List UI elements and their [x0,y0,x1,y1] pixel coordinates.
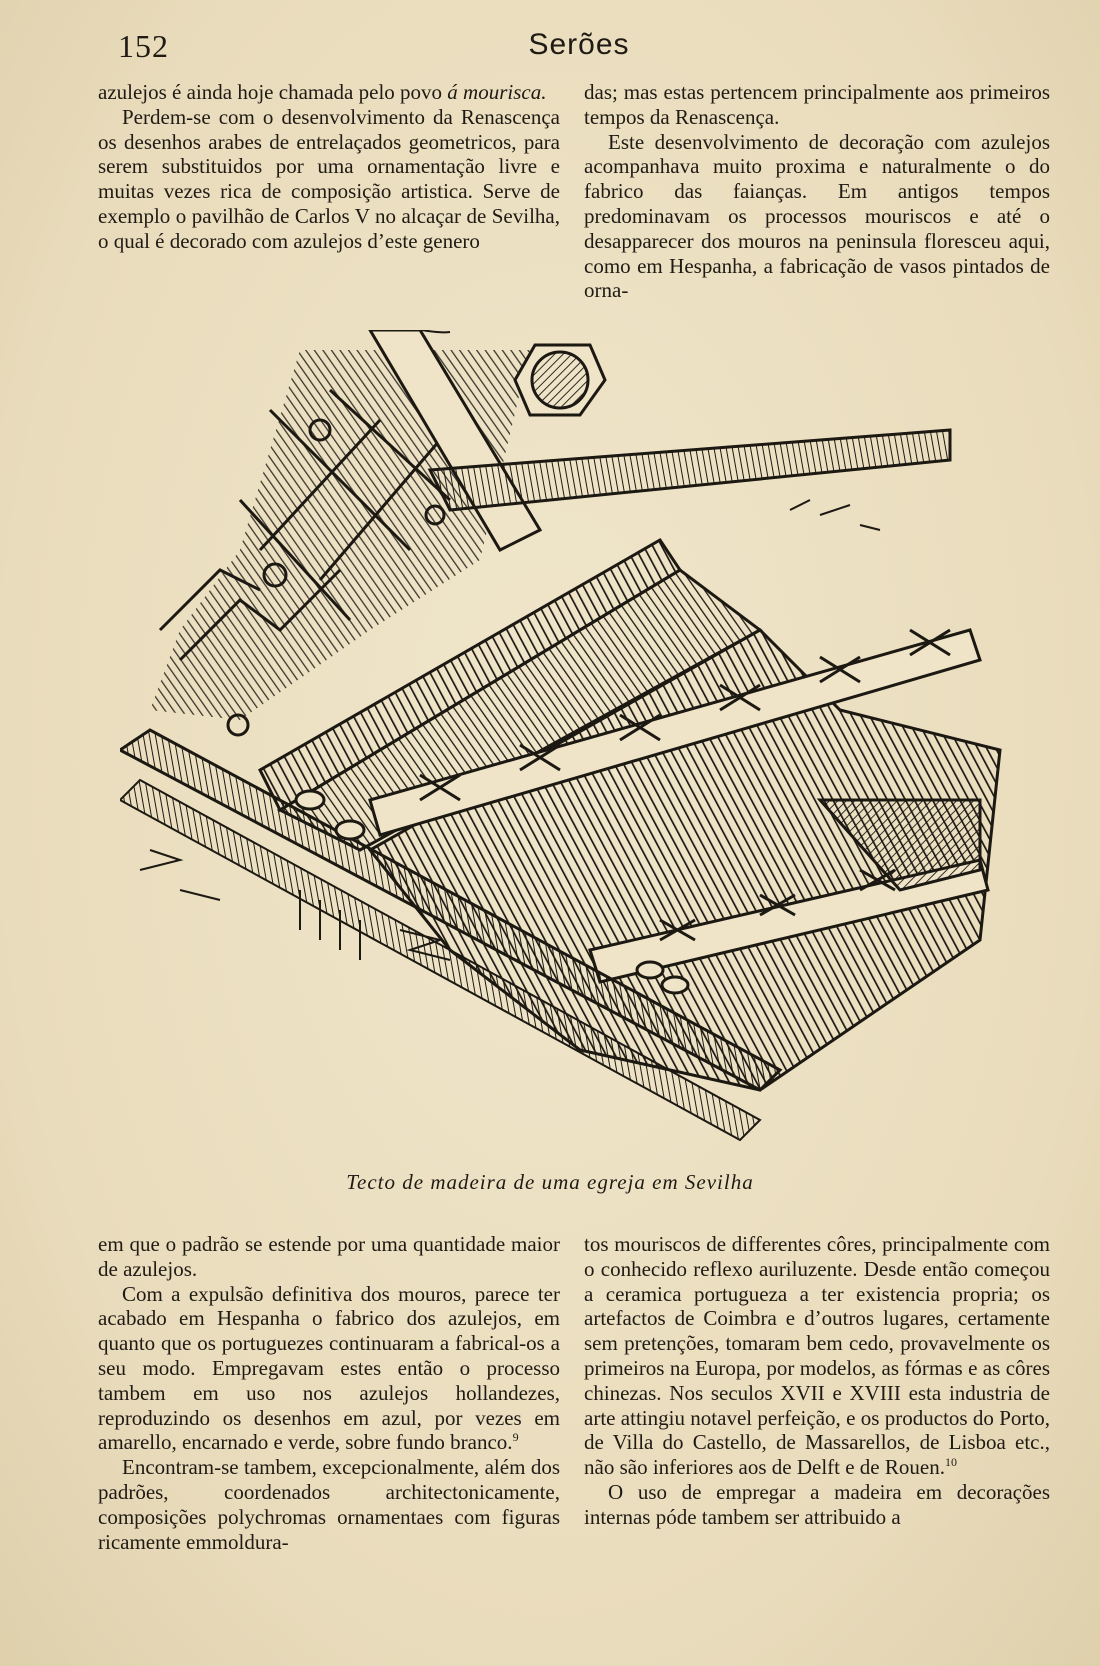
page-number: 152 [118,28,169,64]
rosette-ornament [515,345,605,415]
paragraph: Com a expulsão definitiva dos mouros, parece ter acabado em Hespanha o fabrico dos azulejos, em quanto que os portuguezes continuaram a fabrical-os a seu modo. Empregavam estes então o processo tambem em uso nos azulejos hollandezes, reproduzindo os desenhos em azul, por vezes em amarello, encarnado e verde, sobre fundo branco.$^9$ [98,1281,560,1455]
footnote-marker: 9 [512,1430,519,1445]
paragraph: Encontram-se tambem, excepcionalmente, além dos padrões, coordenados architectonicamente, composições polychromas ornamentaes com figuras ricamente emmoldura- [98,1455,560,1554]
paragraph: das; mas estas pertencem principalmente aos primeiros tempos da Renascença. [584,80,1050,129]
paragraph: azulejos é ainda hoje chamada pelo povo á mourisca. [98,80,547,104]
column-bottom-left [98,1232,560,1554]
ceiling-engraving [120,330,1050,1160]
footnote-marker: 10 [944,1455,957,1470]
paragraph: Este desenvolvimento de decoração com azulejos acompanhava muito proxima e naturalmente o do fabrico das faianças. Em antigos tempos predominavam os processos mouriscos e até o desapparecer dos mouros na peninsula floresceu aqui, como em Hespanha, a fabricação de vasos pintados de orna- [584,129,1050,303]
page-header [118,28,1040,72]
paragraph: Perdem-se com o desenvolvimento da Renascença os desenhos arabes de entrelaçados geometricos, para serem substituidos por uma ornamentação livre e muitas vezes rica de composição artistica. Serve de exemplo o pavilhão de Carlos V no alcaçar de Sevilha, o qual é decorado com azulejos d’este genero [98,104,560,253]
running-title: Serões [528,28,630,61]
paragraph: tos mouriscos de differentes côres, principalmente com o conhecido reflexo auriluzente. Desde então começou a ceramica portugueza a ter existencia propria; os artefactos de Coimbra e d’outros lugares, certamente sem pretenções, tomaram bem cedo, provavelmente os primeiros na Europa, por modelos, as fórmas e as côres chinezas. Nos seculos XVII e XVIII esta industria de arte attingiu notavel perfeição, e os productos do Porto, de Villa do Castello, de Massarellos, de Lisboa etc., não são inferiores aos de Delft e de Rouen.$^{10}$ [584,1232,1050,1480]
paragraph: em que o padrão se estende por uma quantidade maior de azulejos. [98,1232,560,1281]
figure-caption: Tecto de madeira de uma egreja em Sevilha [346,1170,754,1194]
engraving-illustration [120,330,1050,1160]
column-top-left [98,80,560,254]
paragraph: O uso de empregar a madeira em decorações internas póde tambem ser attribuido a [584,1479,1050,1529]
column-top-right [584,80,1050,303]
column-bottom-right [584,1232,1050,1530]
